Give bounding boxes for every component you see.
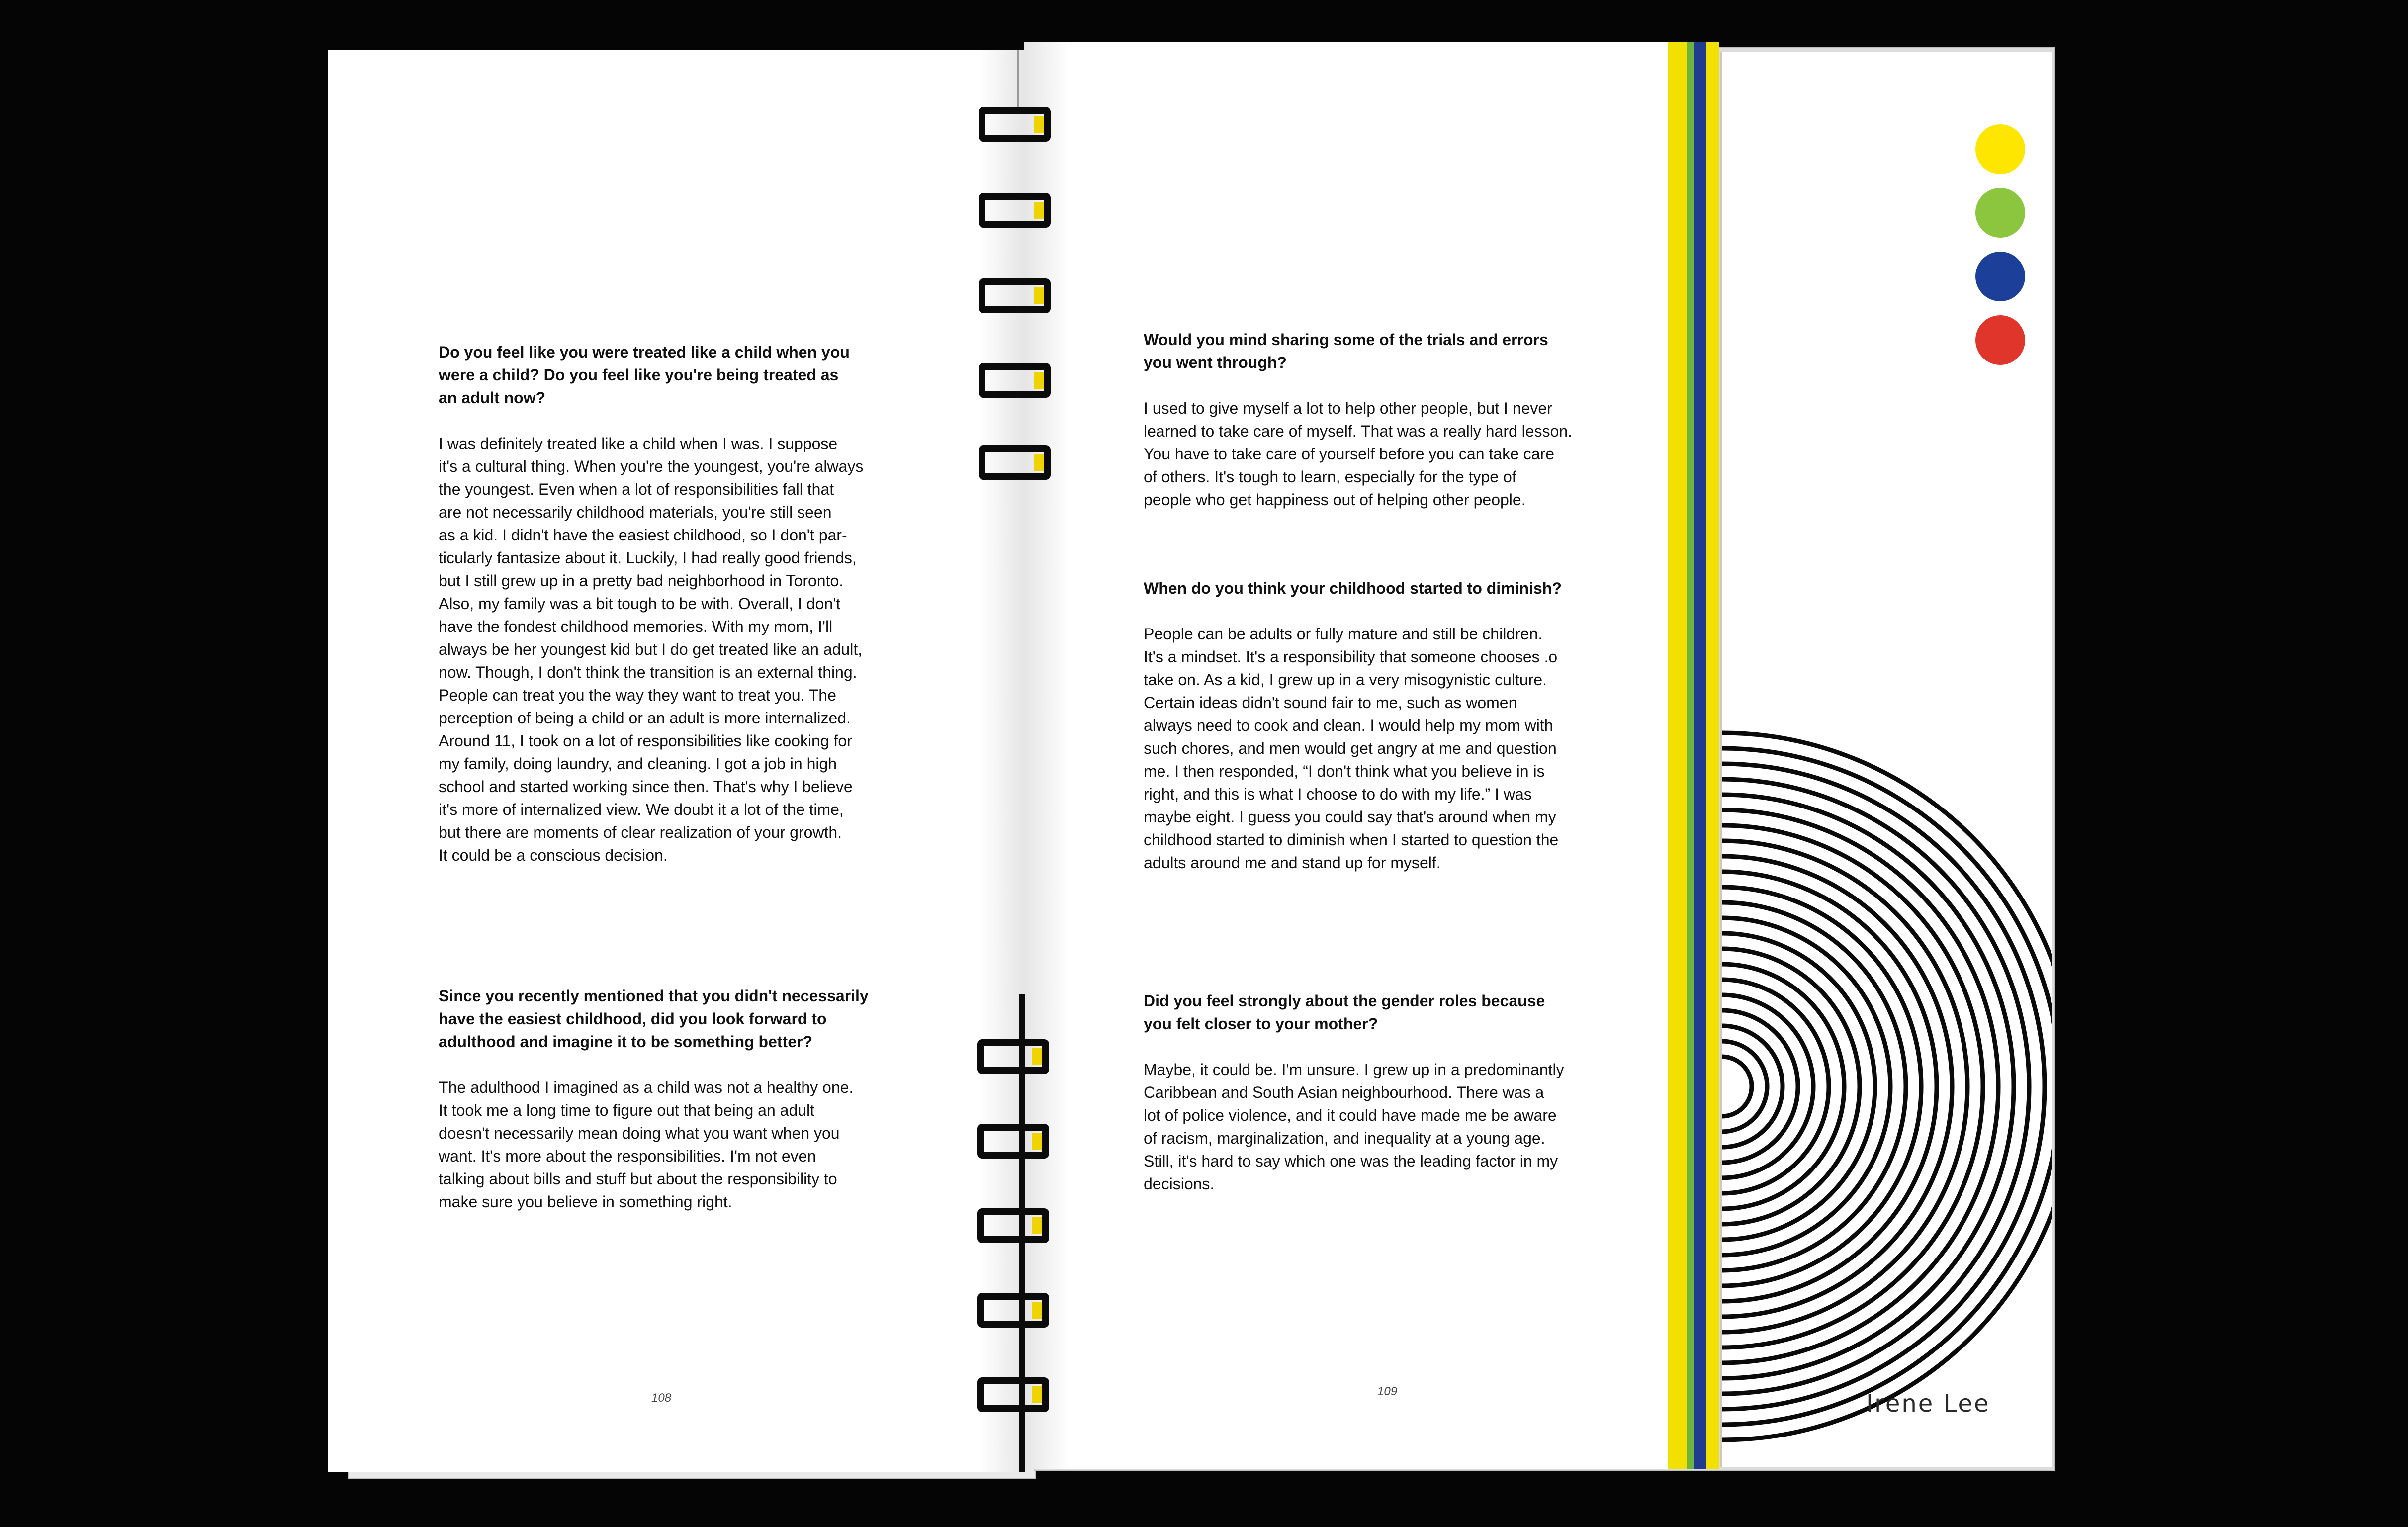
page-number: 109 bbox=[1377, 1385, 1398, 1398]
left-page bbox=[328, 50, 1024, 1472]
author-name: Irene Lee bbox=[1866, 1390, 1990, 1418]
qa-block bbox=[1144, 328, 1601, 511]
question-heading: Did you feel strongly about the gender roles because you felt closer to your mother? bbox=[1144, 992, 1545, 1033]
concentric-ring bbox=[1722, 1041, 1767, 1132]
qa-block bbox=[439, 341, 886, 867]
spiral-ring bbox=[977, 1293, 1049, 1328]
concentric-ring bbox=[1722, 1057, 1752, 1116]
back-cover bbox=[1720, 52, 2052, 1467]
concentric-rings-graphic bbox=[1722, 52, 2052, 1467]
spiral-ring bbox=[977, 1039, 1049, 1074]
answer-paragraph: Maybe, it could be. I'm unsure. I grew up in a predominantly Caribbean and South Asian neighbourhood. There was a lot of police violence, and it could have made me be aware of racism, marginalization, and inequality at a young age. Still, it's hard to say which one was the leading factor in my decisions. bbox=[1144, 1061, 1564, 1193]
spine-line bbox=[1017, 50, 1019, 109]
spiral-ring bbox=[979, 107, 1051, 142]
tab-yellow-outer bbox=[1706, 42, 1719, 1469]
concentric-ring bbox=[1722, 1010, 1798, 1163]
qa-block bbox=[1144, 989, 1601, 1195]
concentric-ring bbox=[1722, 733, 2052, 1440]
qa-block bbox=[439, 985, 886, 1213]
spiral-ring bbox=[979, 363, 1051, 398]
spiral-ring bbox=[977, 1377, 1049, 1412]
question-heading: Since you recently mentioned that you didn't necessarily have the easiest childhood, did you look forward to adulthood and imagine it to be something better? bbox=[439, 987, 869, 1051]
tab-yellow bbox=[1668, 42, 1687, 1469]
page-number: 108 bbox=[651, 1391, 672, 1405]
spiral-ring bbox=[979, 445, 1051, 480]
question-heading: Would you mind sharing some of the trials and errors you went through? bbox=[1144, 331, 1548, 371]
concentric-ring bbox=[1722, 825, 1983, 1347]
right-page bbox=[1024, 42, 1681, 1469]
answer-paragraph: I used to give myself a lot to help other people, but I never learned to take care of myself. That was a really hard lesson. You have to take care of yourself before you can take care of others. It's tough to learn, especially for the type of people who get happiness out of helping other people. bbox=[1144, 399, 1573, 509]
spiral-ring bbox=[979, 193, 1051, 228]
qa-block bbox=[1144, 577, 1601, 874]
left-text-column bbox=[439, 341, 886, 1236]
spiral-ring bbox=[979, 278, 1051, 313]
concentric-ring bbox=[1722, 748, 2052, 1425]
question-heading: When do you think your childhood started to diminish? bbox=[1144, 579, 1562, 597]
gutter-shadow-left bbox=[980, 50, 1024, 1472]
answer-paragraph: I was definitely treated like a child when I was. I suppose it's a cultural thing. When you're the youngest, you're always the youngest. Even when a lot of responsibilities fall that are not necessarily childhood materials, you're still seen as a kid. I didn't have the easiest childhood, so I don't par- ticularly fantasize about it. Luckily, I had really good friends, but I still grew up in a pretty bad neighborhood in Toronto. Also, my family was a bit tough to be with. Overall, I don't have the fondest childhood memories. With my mom, I'll always be her youngest kid but I do get treated like an adult, now. Though, I don't think the transition is an external thing. People can treat you the way they want to treat you. The perception of being a child or an adult is more internalized. Around 11, I took on a lot of responsibilities like cooking for my family, doing laundry, and cleaning. I got a job in high school and started working since then. That's why I believe it's more of internalized view. We doubt it a lot of the time, but there are moments of clear realization of your growth. It could be a conscious decision. bbox=[439, 435, 864, 864]
answer-paragraph: People can be adults or fully mature and still be children. It's a mindset. It's a responsibility that someone chooses .o take on. As a kid, I grew up in a very misogynistic culture. Certain ideas didn't sound fair to me, such as women always need to cook and clean. I would help my mom with such chores, and men would get angry at me and question me. I then responded, “I don't think what you believe in is right, and this is what I choose to do with my life.” I was maybe eight. I guess you could say that's around when my childhood started to diminish when I started to question the adults around me and stand up for myself. bbox=[1144, 625, 1559, 872]
tab-blue bbox=[1694, 42, 1706, 1469]
gutter-shadow-right bbox=[1024, 42, 1069, 1469]
right-text-column bbox=[1144, 328, 1601, 1223]
question-heading: Do you feel like you were treated like a child when you were a child? Do you feel like you're being treated as an adult now? bbox=[439, 343, 850, 407]
spiral-ring bbox=[977, 1208, 1049, 1243]
tab-green bbox=[1687, 42, 1694, 1469]
answer-paragraph: The adulthood I imagined as a child was not a healthy one. It took me a long time to figure out that being an adult doesn't necessarily mean doing what you want when you want. It's more about the responsibilities. I'm not even talking about bills and stuff but about the responsibility to make sure you believe in something right. bbox=[439, 1078, 854, 1211]
spiral-ring bbox=[977, 1124, 1049, 1159]
